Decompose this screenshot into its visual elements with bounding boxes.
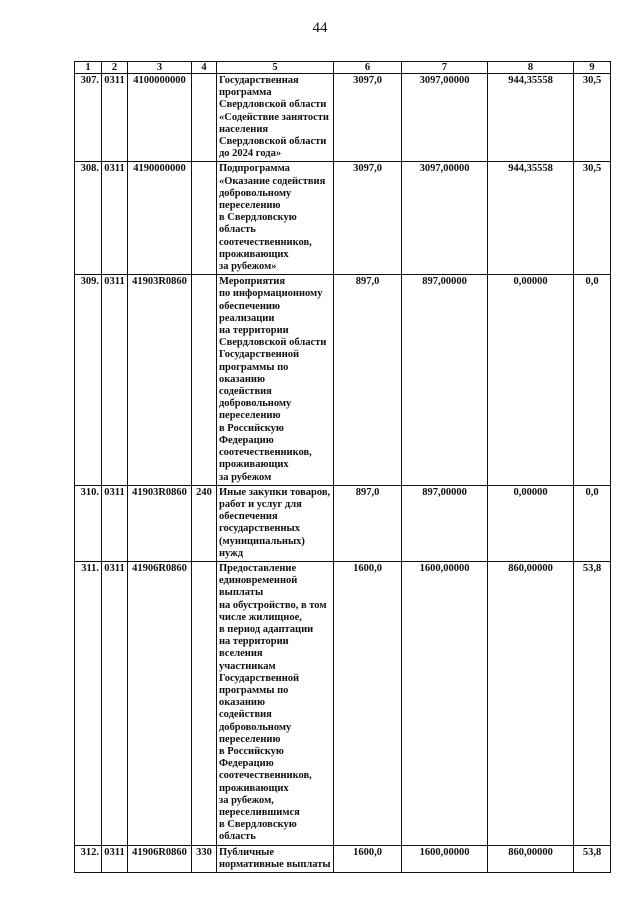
section-code: 0311: [102, 485, 128, 561]
executed-amount: 860,00000: [488, 845, 574, 872]
item-name: Иные закупки товаров, работ и услуг для обеспечения государственных (муниципальных) нужд: [217, 485, 334, 561]
approved-amount: 897,00000: [402, 485, 488, 561]
expense-kind: [192, 275, 217, 485]
approved-amount: 1600,00000: [402, 845, 488, 872]
column-header-8: 8: [488, 62, 574, 74]
approved-amount: 897,00000: [402, 275, 488, 485]
target-code: 4100000000: [128, 74, 192, 162]
executed-amount: 944,35558: [488, 74, 574, 162]
planned-amount: 3097,0: [334, 74, 402, 162]
table-row: [75, 485, 611, 561]
target-code: 41903R0860: [128, 485, 192, 561]
expense-kind: [192, 74, 217, 162]
section-code: 0311: [102, 845, 128, 872]
expense-kind: [192, 561, 217, 845]
executed-amount: 0,00000: [488, 485, 574, 561]
column-header-7: 7: [402, 62, 488, 74]
table-row: [75, 74, 611, 162]
target-code: 41906R0860: [128, 561, 192, 845]
execution-percent: 0,0: [574, 485, 611, 561]
table-row: [75, 561, 611, 845]
row-number: 307.: [75, 74, 102, 162]
column-header-1: 1: [75, 62, 102, 74]
row-number: 310.: [75, 485, 102, 561]
table-row: [75, 162, 611, 275]
column-header-4: 4: [192, 62, 217, 74]
planned-amount: 897,0: [334, 485, 402, 561]
column-header-6: 6: [334, 62, 402, 74]
expense-kind: [192, 162, 217, 275]
execution-percent: 0,0: [574, 275, 611, 485]
execution-percent: 53,8: [574, 845, 611, 872]
item-name: Мероприятия по информационному обеспечению реализации на территории Свердловской области Государственной программы по оказанию содействия добровольному переселению в Российскую Федерацию соотечественников, проживающих за рубежом: [217, 275, 334, 485]
executed-amount: 944,35558: [488, 162, 574, 275]
section-code: 0311: [102, 162, 128, 275]
execution-percent: 30,5: [574, 162, 611, 275]
executed-amount: 860,00000: [488, 561, 574, 845]
expense-kind: 330: [192, 845, 217, 872]
planned-amount: 3097,0: [334, 162, 402, 275]
planned-amount: 897,0: [334, 275, 402, 485]
row-number: 311.: [75, 561, 102, 845]
row-number: 312.: [75, 845, 102, 872]
column-header-5: 5: [217, 62, 334, 74]
table-row: [75, 275, 611, 485]
approved-amount: 1600,00000: [402, 561, 488, 845]
expense-kind: 240: [192, 485, 217, 561]
row-number: 308.: [75, 162, 102, 275]
item-name: Предоставление единовременной выплаты на обустройство, в том числе жилищное, в период адаптации на территории вселения участникам Государственной программы по оказанию содействия добровольному переселению в Российскую Федерацию соотечественников, проживающих за рубежом, переселившимся в Свердловскую область: [217, 561, 334, 845]
approved-amount: 3097,00000: [402, 162, 488, 275]
item-name: Публичные нормативные выплаты: [217, 845, 334, 872]
item-name: Подпрограмма «Оказание содействия добровольному переселению в Свердловскую область соотечественников, проживающих за рубежом»: [217, 162, 334, 275]
planned-amount: 1600,0: [334, 845, 402, 872]
section-code: 0311: [102, 74, 128, 162]
column-header-3: 3: [128, 62, 192, 74]
section-code: 0311: [102, 561, 128, 845]
column-header-2: 2: [102, 62, 128, 74]
column-header-9: 9: [574, 62, 611, 74]
planned-amount: 1600,0: [334, 561, 402, 845]
page-number: 44: [312, 20, 328, 36]
execution-percent: 53,8: [574, 561, 611, 845]
target-code: 41903R0860: [128, 275, 192, 485]
execution-percent: 30,5: [574, 74, 611, 162]
executed-amount: 0,00000: [488, 275, 574, 485]
table-body: [75, 74, 611, 873]
table-row: [75, 845, 611, 872]
budget-table: [74, 61, 611, 873]
target-code: 41906R0860: [128, 845, 192, 872]
item-name: Государственная программа Свердловской области «Содействие занятости населения Свердловской области до 2024 года»: [217, 74, 334, 162]
approved-amount: 3097,00000: [402, 74, 488, 162]
section-code: 0311: [102, 275, 128, 485]
table-header-row: [75, 62, 611, 74]
row-number: 309.: [75, 275, 102, 485]
target-code: 4190000000: [128, 162, 192, 275]
